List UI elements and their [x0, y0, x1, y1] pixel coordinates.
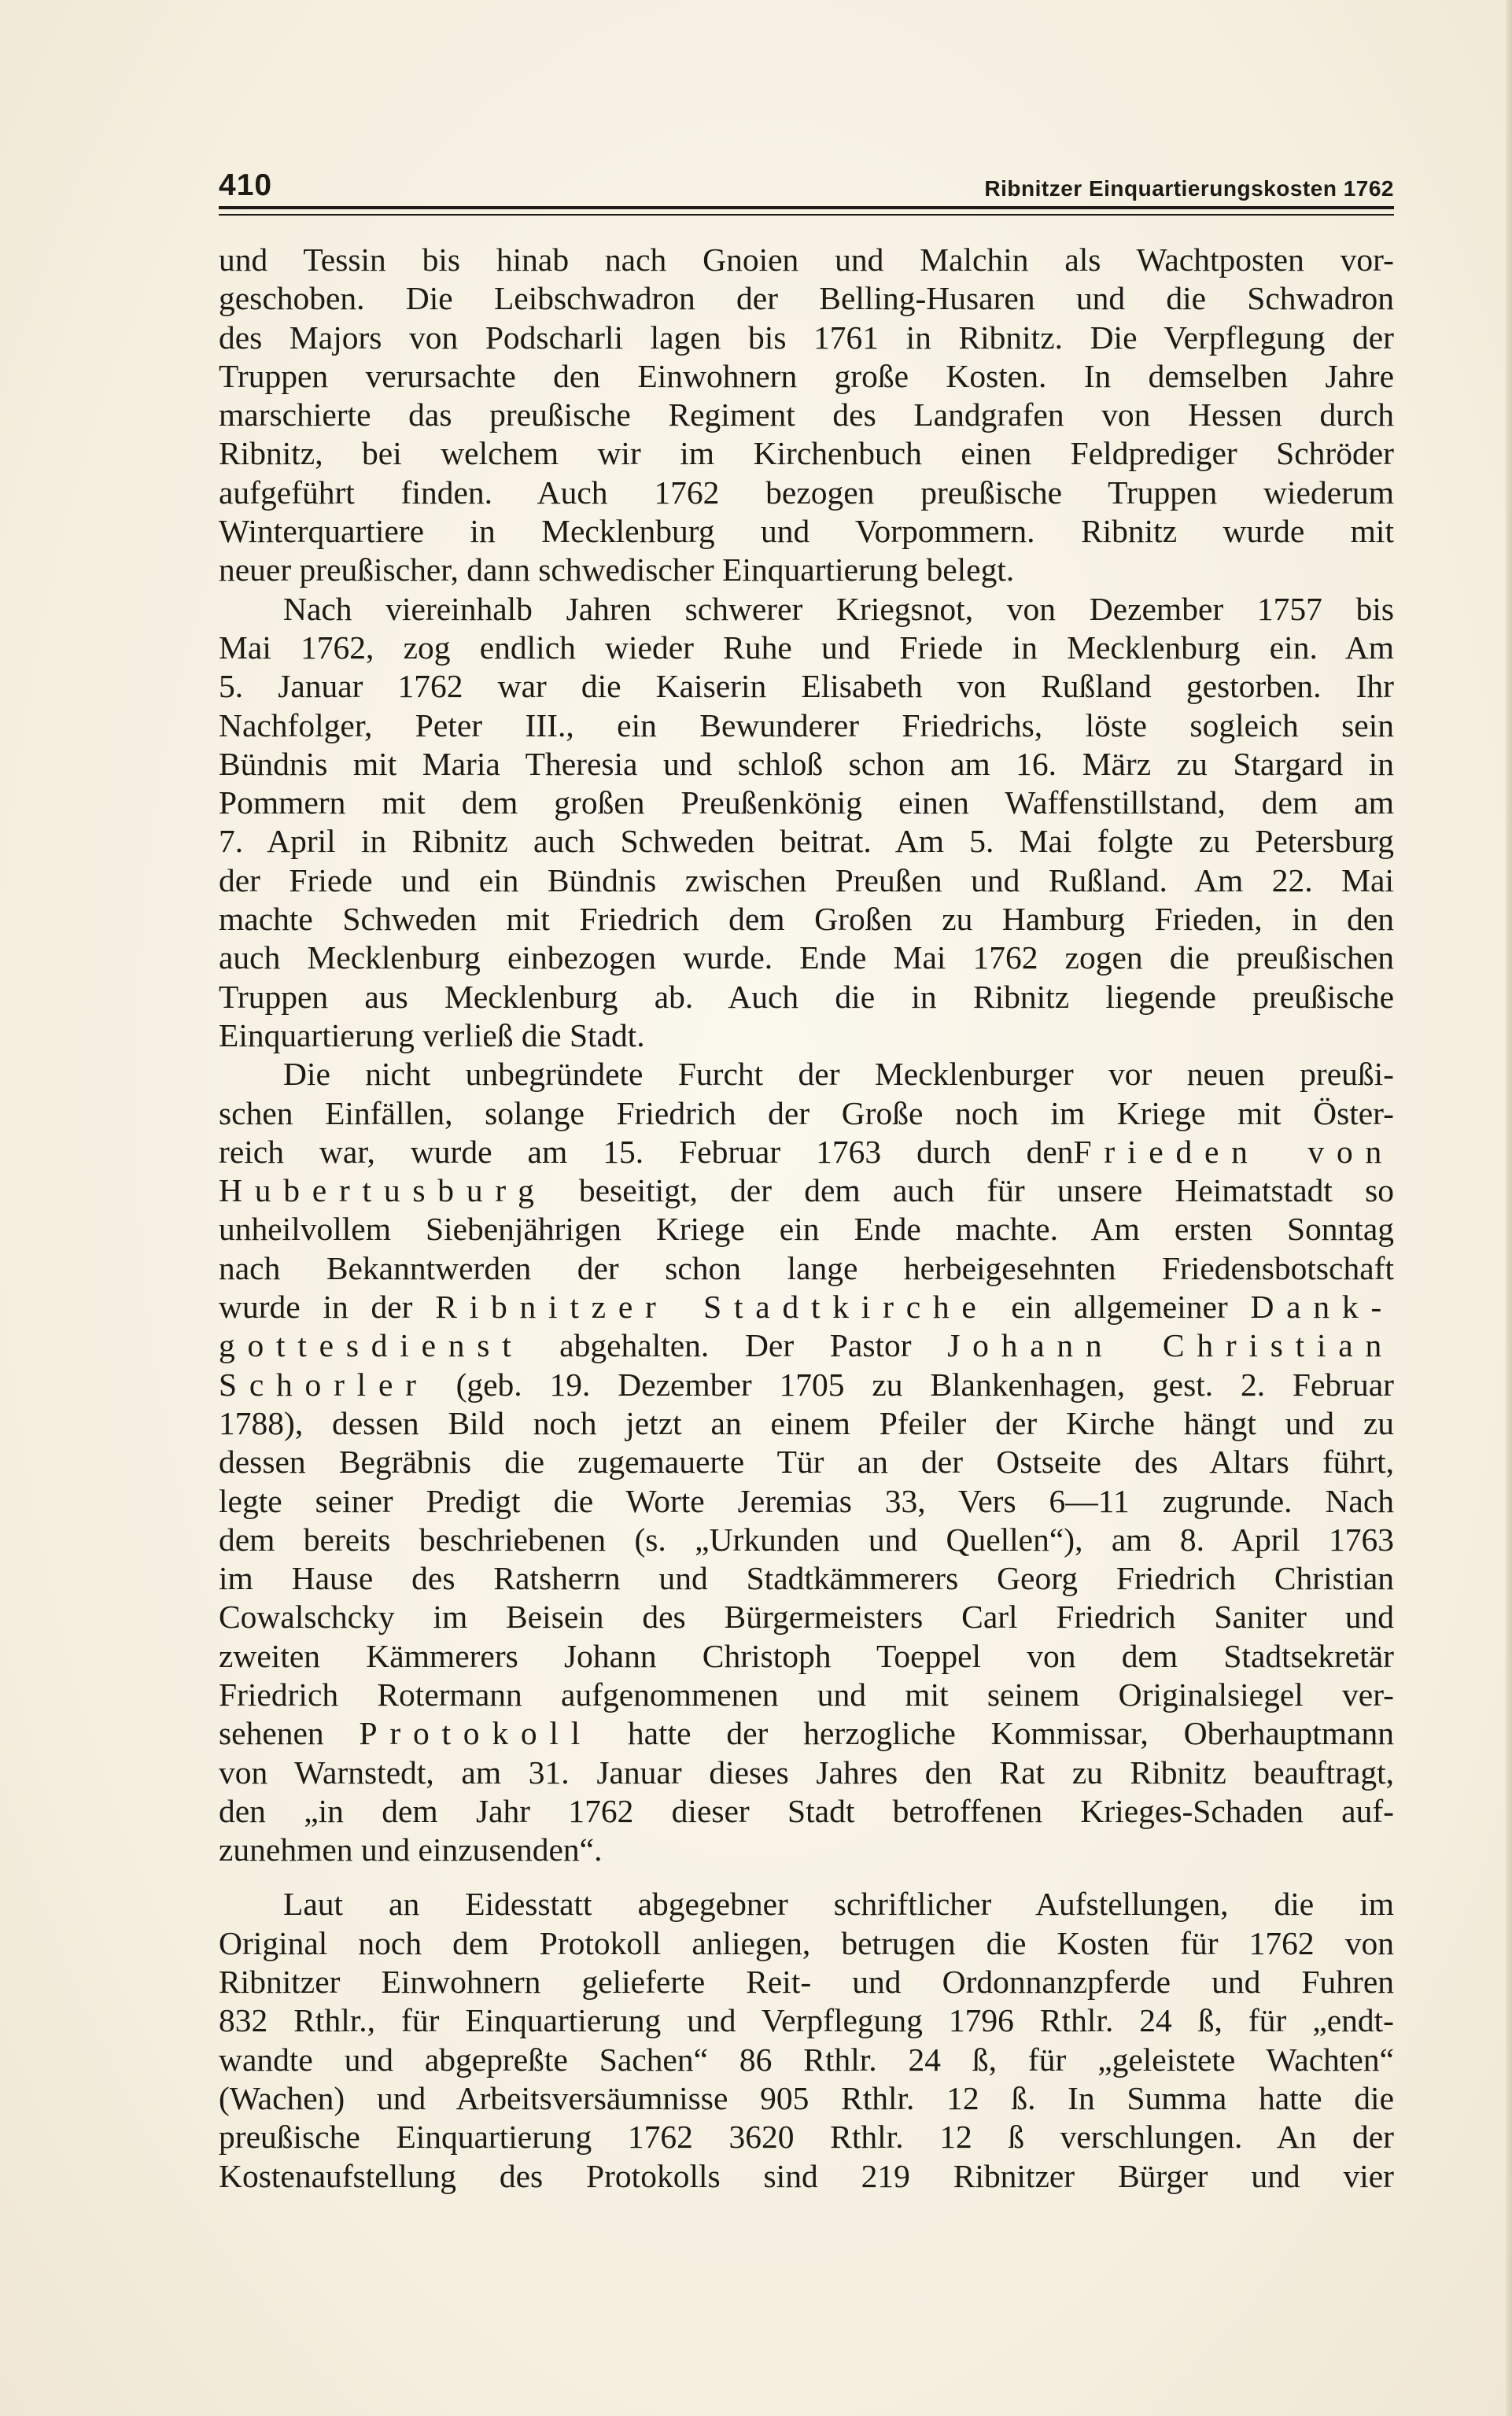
- line-text: Mai 1762, zog endlich wieder Ruhe und Friede in Mecklenburg ein. Am: [219, 629, 1394, 666]
- line-text: preußische Einquartierung 1762 3620 Rthlr. 12 ß verschlungen. An der: [219, 2119, 1394, 2156]
- text-line: [219, 1326, 1394, 1365]
- spaced-emphasis: Protokoll: [359, 1715, 592, 1752]
- text-line: [219, 978, 1394, 1016]
- text-line: [219, 1521, 1394, 1559]
- text-line: [219, 939, 1394, 977]
- line-text: schen Einfällen, solange Friedrich der Große noch im Kriege mit Öster-: [219, 1094, 1394, 1131]
- text-line: [219, 1288, 1394, 1326]
- text-line: [219, 1016, 1394, 1055]
- text-line: [219, 629, 1394, 667]
- line-text: 1788), dessen Bild noch jetzt an einem Pfeiler der Kirche hängt und zu: [219, 1404, 1394, 1441]
- line-text: wandte und abgepreßte Sachen“ 86 Rthlr. 24 ß, für „geleistete Wachten“: [219, 2041, 1394, 2078]
- text-line: [219, 745, 1394, 784]
- line-text: wurde in der: [219, 1289, 436, 1326]
- line-text: Kostenaufstellung des Protokolls sind 219 Ribnitzer Bürger und vier: [219, 2157, 1394, 2194]
- spaced-emphasis: Hubertusburg: [219, 1172, 547, 1209]
- page-edge-shadow: [1506, 0, 1512, 2416]
- paragraph: [219, 590, 1394, 1056]
- line-text: legte seiner Predigt die Worte Jeremias 33, Vers 6—11 zugrunde. Nach: [219, 1482, 1394, 1519]
- paragraph-gap: [219, 1869, 1394, 1885]
- line-text: Truppen aus Mecklenburg ab. Auch die in Ribnitz liegende preußische: [219, 978, 1394, 1015]
- text-line: [219, 590, 1394, 629]
- text-line: [219, 512, 1394, 551]
- line-text: Friedrich Rotermann aufgenommenen und mit seinem Originalsiegel ver-: [219, 1676, 1394, 1713]
- line-text: der Friede und ein Bündnis zwischen Preußen und Rußland. Am 22. Mai: [219, 861, 1394, 898]
- spaced-emphasis: Ribnitzer Stadtkirche: [435, 1289, 989, 1326]
- line-text: neuer preußischer, dann schwedischer Einquartierung belegt.: [219, 551, 1015, 588]
- text-line: [219, 2157, 1394, 2196]
- text-line: [219, 861, 1394, 900]
- running-title: Ribnitzer Einquartierungskosten 1762: [984, 176, 1394, 201]
- spaced-emphasis: Schorler: [219, 1366, 429, 1403]
- text-line: [219, 1637, 1394, 1676]
- text-line: [219, 2079, 1394, 2118]
- text-line: [219, 319, 1394, 357]
- text-line: [219, 474, 1394, 512]
- body-text: [219, 241, 1394, 2196]
- text-line: [219, 1598, 1394, 1636]
- line-text: Original noch dem Protokoll anliegen, betrugen die Kosten für 1762 von: [219, 1924, 1394, 1961]
- text-line: [219, 279, 1394, 318]
- line-text: Einquartierung verließ die Stadt.: [219, 1016, 645, 1053]
- text-line: [219, 1249, 1394, 1288]
- text-line: [219, 357, 1394, 396]
- text-line: [219, 784, 1394, 822]
- text-line: [219, 1885, 1394, 1924]
- line-text: im Hause des Ratsherrn und Stadtkämmerers Georg Friedrich Christian: [219, 1560, 1394, 1597]
- text-line: [219, 1404, 1394, 1443]
- text-line: [219, 2041, 1394, 2079]
- line-text: 7. April in Ribnitz auch Schweden beitrat. Am 5. Mai folgte zu Petersburg: [219, 823, 1394, 860]
- text-line: [219, 1676, 1394, 1714]
- line-text: geschoben. Die Leibschwadron der Belling-Husaren und die Schwadron: [219, 280, 1394, 317]
- text-line: [219, 1559, 1394, 1598]
- text-line: [219, 1792, 1394, 1831]
- spaced-emphasis: Frieden von: [1073, 1133, 1394, 1170]
- line-text: 5. Januar 1762 war die Kaiserin Elisabeth von Rußland gestorben. Ihr: [219, 668, 1394, 705]
- spaced-emphasis: Johann Christian: [947, 1327, 1394, 1364]
- text-line: [219, 241, 1394, 279]
- line-text: hatte der herzogliche Kommissar, Oberhauptmann: [592, 1715, 1394, 1752]
- line-text: den „in dem Jahr 1762 dieser Stadt betroffenen Krieges-Schaden auf-: [219, 1792, 1394, 1829]
- line-text: 832 Rthlr., für Einquartierung und Verpflegung 1796 Rthlr. 24 ß, für „endt-: [219, 2002, 1394, 2039]
- header-rule-thin: [219, 214, 1394, 216]
- paragraph: [219, 1055, 1394, 1869]
- line-text: machte Schweden mit Friedrich dem Großen zu Hamburg Frieden, in den: [219, 901, 1394, 938]
- running-header: [219, 167, 1394, 206]
- line-text: Truppen verursachte den Einwohnern große Kosten. In demselben Jahre: [219, 357, 1394, 394]
- text-line: [219, 434, 1394, 473]
- line-text: ein allgemeiner: [988, 1289, 1251, 1326]
- text-line: [219, 706, 1394, 745]
- text-line: [219, 1171, 1394, 1210]
- line-text: von Warnstedt, am 31. Januar dieses Jahres den Rat zu Ribnitz beauftragt,: [219, 1754, 1394, 1791]
- line-text: Laut an Eidesstatt abgegebner schriftlicher Aufstellungen, die im: [283, 1886, 1394, 1923]
- line-text: Ribnitzer Einwohnern gelieferte Reit- und Ordonnanzpferde und Fuhren: [219, 1964, 1394, 2001]
- line-text: nach Bekanntwerden der schon lange herbeigesehnten Friedensbotschaft: [219, 1249, 1394, 1286]
- line-text: Nach viereinhalb Jahren schwerer Kriegsnot, von Dezember 1757 bis: [283, 590, 1394, 627]
- line-text: reich war, wurde am 15. Februar 1763 durch den: [219, 1133, 1074, 1170]
- header-rule-thick: [219, 206, 1394, 209]
- paragraph: [219, 1885, 1394, 2195]
- line-text: sehenen: [219, 1715, 360, 1752]
- text-line: [219, 900, 1394, 939]
- line-text: Cowalschcky im Beisein des Bürgermeisters Carl Friedrich Saniter und: [219, 1599, 1394, 1636]
- text-line: [219, 1366, 1394, 1404]
- line-text: zunehmen und einzusenden“.: [219, 1831, 603, 1868]
- text-line: [219, 822, 1394, 861]
- line-text: unheilvollem Siebenjährigen Kriege ein Ende machte. Am ersten Sonntag: [219, 1211, 1394, 1248]
- text-line: [219, 667, 1394, 706]
- line-text: (Wachen) und Arbeitsversäumnisse 905 Rthlr. 12 ß. In Summa hatte die: [219, 2079, 1394, 2116]
- spaced-emphasis: Dank-: [1250, 1289, 1394, 1326]
- page-number: 410: [219, 168, 273, 202]
- line-text: Nachfolger, Peter III., ein Bewunderer Friedrichs, löste sogleich sein: [219, 706, 1394, 743]
- line-text: des Majors von Podscharli lagen bis 1761 in Ribnitz. Die Verpflegung der: [219, 319, 1394, 356]
- text-line: [219, 2001, 1394, 2040]
- line-text: Pommern mit dem großen Preußenkönig einen Waffenstillstand, dem am: [219, 784, 1394, 821]
- paragraph: [219, 241, 1394, 590]
- text-line: [219, 1754, 1394, 1792]
- line-text: marschierte das preußische Regiment des Landgrafen von Hessen durch: [219, 397, 1394, 433]
- line-text: Winterquartiere in Mecklenburg und Vorpommern. Ribnitz wurde mit: [219, 513, 1394, 550]
- text-line: [219, 396, 1394, 434]
- line-text: Ribnitz, bei welchem wir im Kirchenbuch einen Feldprediger Schröder: [219, 435, 1394, 472]
- text-line: [219, 1714, 1394, 1753]
- text-line: [219, 2118, 1394, 2156]
- line-text: und Tessin bis hinab nach Gnoien und Malchin als Wachtposten vor-: [219, 242, 1394, 278]
- line-text: Bündnis mit Maria Theresia und schloß schon am 16. März zu Stargard in: [219, 745, 1394, 782]
- line-text: abgehalten. Der Pastor: [523, 1327, 948, 1364]
- text-line: [219, 1210, 1394, 1249]
- text-line: [219, 1133, 1394, 1171]
- text-line: [219, 1482, 1394, 1521]
- text-line: [219, 1443, 1394, 1481]
- line-text: dem bereits beschriebenen (s. „Urkunden und Quellen“), am 8. April 1763: [219, 1521, 1394, 1558]
- line-text: (geb. 19. Dezember 1705 zu Blankenhagen, gest. 2. Februar: [428, 1366, 1394, 1403]
- text-line: [219, 1924, 1394, 1963]
- text-line: [219, 551, 1394, 589]
- line-text: zweiten Kämmerers Johann Christoph Toeppel von dem Stadtsekretär: [219, 1637, 1394, 1674]
- spaced-emphasis: gottesdienst: [219, 1327, 524, 1364]
- line-text: auch Mecklenburg einbezogen wurde. Ende Mai 1762 zogen die preußischen: [219, 939, 1394, 976]
- text-line: [219, 1055, 1394, 1094]
- line-text: dessen Begräbnis die zugemauerte Tür an der Ostseite des Altars führt,: [219, 1444, 1394, 1481]
- line-text: Die nicht unbegründete Furcht der Mecklenburger vor neuen preußi-: [283, 1056, 1394, 1093]
- line-text: beseitigt, der dem auch für unsere Heimatstadt so: [546, 1172, 1394, 1209]
- text-line: [219, 1963, 1394, 2001]
- text-line: [219, 1831, 1394, 1869]
- line-text: aufgeführt finden. Auch 1762 bezogen preußische Truppen wiederum: [219, 474, 1394, 511]
- text-line: [219, 1094, 1394, 1133]
